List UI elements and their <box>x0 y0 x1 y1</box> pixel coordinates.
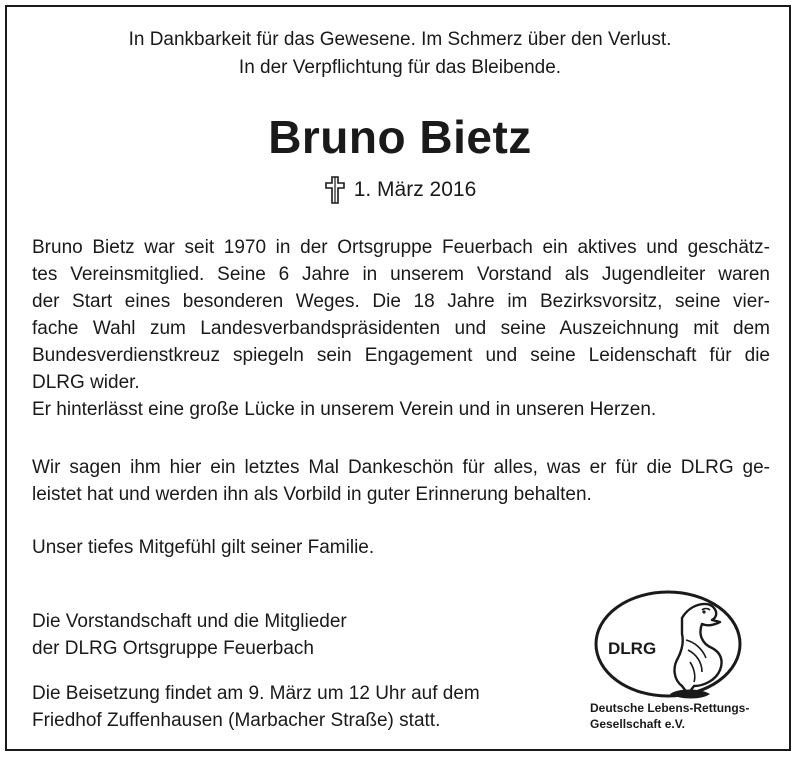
text-line: Unser tiefes Mitgefühl gilt seiner Familie. <box>32 537 375 558</box>
text-line: Er hinterlässt eine große Lücke in unserem Verein und in unseren Herzen. <box>32 399 657 420</box>
logo-caption <box>590 700 790 732</box>
text-line: Bruno Bietz war seit 1970 in der Ortsgruppe Feuerbach ein aktives und geschätz- <box>32 237 770 258</box>
text-line: DLRG wider. <box>32 372 140 393</box>
signature-line-2: der DLRG Ortsgruppe Feuerbach <box>32 638 314 659</box>
logo-caption-line-2: Gesellschaft e.V. <box>590 717 685 731</box>
paragraph-biography <box>32 234 770 423</box>
logo-caption-line-1: Deutsche Lebens-Rettungs- <box>590 701 750 715</box>
text-line: fache Wahl zum Landesverbandspräsidenten und seine Auszeichnung mit dem <box>32 318 770 339</box>
death-date-row <box>0 176 800 204</box>
death-date: 1. März 2016 <box>353 178 477 201</box>
signature-line-1: Die Vorstandschaft und die Mitglieder <box>32 611 347 632</box>
paragraph-condolence <box>32 534 770 561</box>
paragraph-thanks <box>32 454 770 508</box>
text-line: Wir sagen ihm hier ein letztes Mal Dankeschön für alles, was er für die DLRG ge- <box>32 457 770 478</box>
deceased-name: Bruno Bietz <box>268 111 532 163</box>
funeral-line-2: Friedhof Zuffenhausen (Marbacher Straße) statt. <box>32 710 441 731</box>
signature-block <box>32 608 552 662</box>
motto-line-2: In der Verpflichtung für das Bleibende. <box>238 57 562 78</box>
text-line: Bundesverdienstkreuz spiegeln sein Engagement und seine Leidenschaft für die <box>32 345 770 366</box>
motto-line-1: In Dankbarkeit für das Gewesene. Im Schmerz über den Verlust. <box>128 29 672 50</box>
text-line: leistet hat und werden ihn als Vorbild in guter Erinnerung behalten. <box>32 484 592 505</box>
funeral-notice <box>32 680 552 734</box>
text-line: der Start eines besonderen Weges. Die 18 Jahre im Bezirksvorsitz, seine vier- <box>32 291 770 312</box>
logo-text: DLRG <box>608 639 657 658</box>
funeral-line-1: Die Beisetzung findet am 9. März um 12 Uhr auf dem <box>32 683 480 704</box>
latin-cross-icon <box>324 176 346 204</box>
text-line: tes Vereinsmitglied. Seine 6 Jahre in unserem Vorstand als Jugendleiter waren <box>32 264 770 285</box>
